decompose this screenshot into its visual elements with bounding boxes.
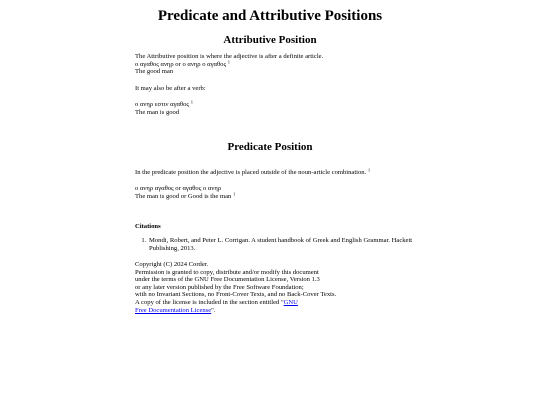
predicate-intro-section — [135, 169, 515, 177]
english-text: The man is good or Good is the man — [135, 192, 232, 200]
license-line — [135, 299, 435, 307]
attributive-example-greek — [135, 61, 515, 69]
page-title: Predicate and Attributive Positions — [157, 8, 383, 24]
attributive-section — [135, 53, 515, 76]
license-line: Permission is granted to copy, distribute and/or modify this document — [135, 268, 319, 276]
attributive-intro: The Attributive position is where the adjective is after a definite article. — [135, 53, 324, 60]
greek-text: ο αγαθος ανηρ or ο ανηρ ο αγαθος — [135, 60, 227, 68]
license-copy-text: A copy of the license is included in the section entitled " — [135, 298, 284, 306]
predicate-example-greek: ο ανηρ αγαθος or αγαθος ο ανηρ — [135, 185, 222, 192]
attributive-heading: Attributive Position — [223, 34, 317, 46]
predicate-heading: Predicate Position — [227, 141, 313, 153]
verb-note: It may also be after a verb: — [135, 85, 206, 92]
citations-heading: Citations — [135, 223, 161, 230]
predicate-intro-text: In the predicate position the adjective is placed outside of the noun-article combination. — [135, 169, 367, 176]
citation-item: 1. Mondi, Robert, and Peter L. Corrigan. A student handbook of Greek and English Grammar. Hackett Publishing, 2013. — [148, 237, 438, 252]
footnote-ref[interactable]: 1 — [190, 99, 193, 105]
license-line: under the terms of the GNU Free Documentation License, Version 1.3 — [135, 276, 320, 284]
license-line: or any later version published by the Free Software Foundation; — [135, 283, 304, 291]
attributive-verb-example — [135, 101, 515, 116]
license-line: with no Invariant Sections, no Front-Cover Texts, and no Back-Cover Texts. — [135, 291, 337, 299]
predicate-intro — [135, 169, 515, 177]
predicate-example-english — [135, 193, 515, 201]
footnote-ref[interactable]: 1 — [232, 191, 236, 197]
license-suffix: ". — [211, 306, 216, 314]
license-block — [135, 261, 435, 314]
attributive-example-english: The good man — [135, 68, 174, 76]
footnote-ref[interactable]: 1 — [367, 167, 371, 173]
citations-list — [135, 237, 438, 252]
footnote-ref[interactable]: 1 — [227, 59, 231, 65]
verb-note-section — [135, 85, 515, 93]
gfdl-link-continued[interactable]: Free Documentation License — [135, 306, 212, 314]
greek-text: ο ανηρ εστιν αγαθος — [135, 101, 190, 108]
gfdl-link[interactable]: GNU — [283, 298, 298, 306]
license-line — [135, 307, 435, 315]
verb-example-greek — [135, 101, 515, 109]
predicate-example-section — [135, 185, 515, 200]
license-line: Copyright (C) 2024 Corder. — [135, 261, 209, 268]
verb-example-english: The man is good — [135, 108, 180, 116]
